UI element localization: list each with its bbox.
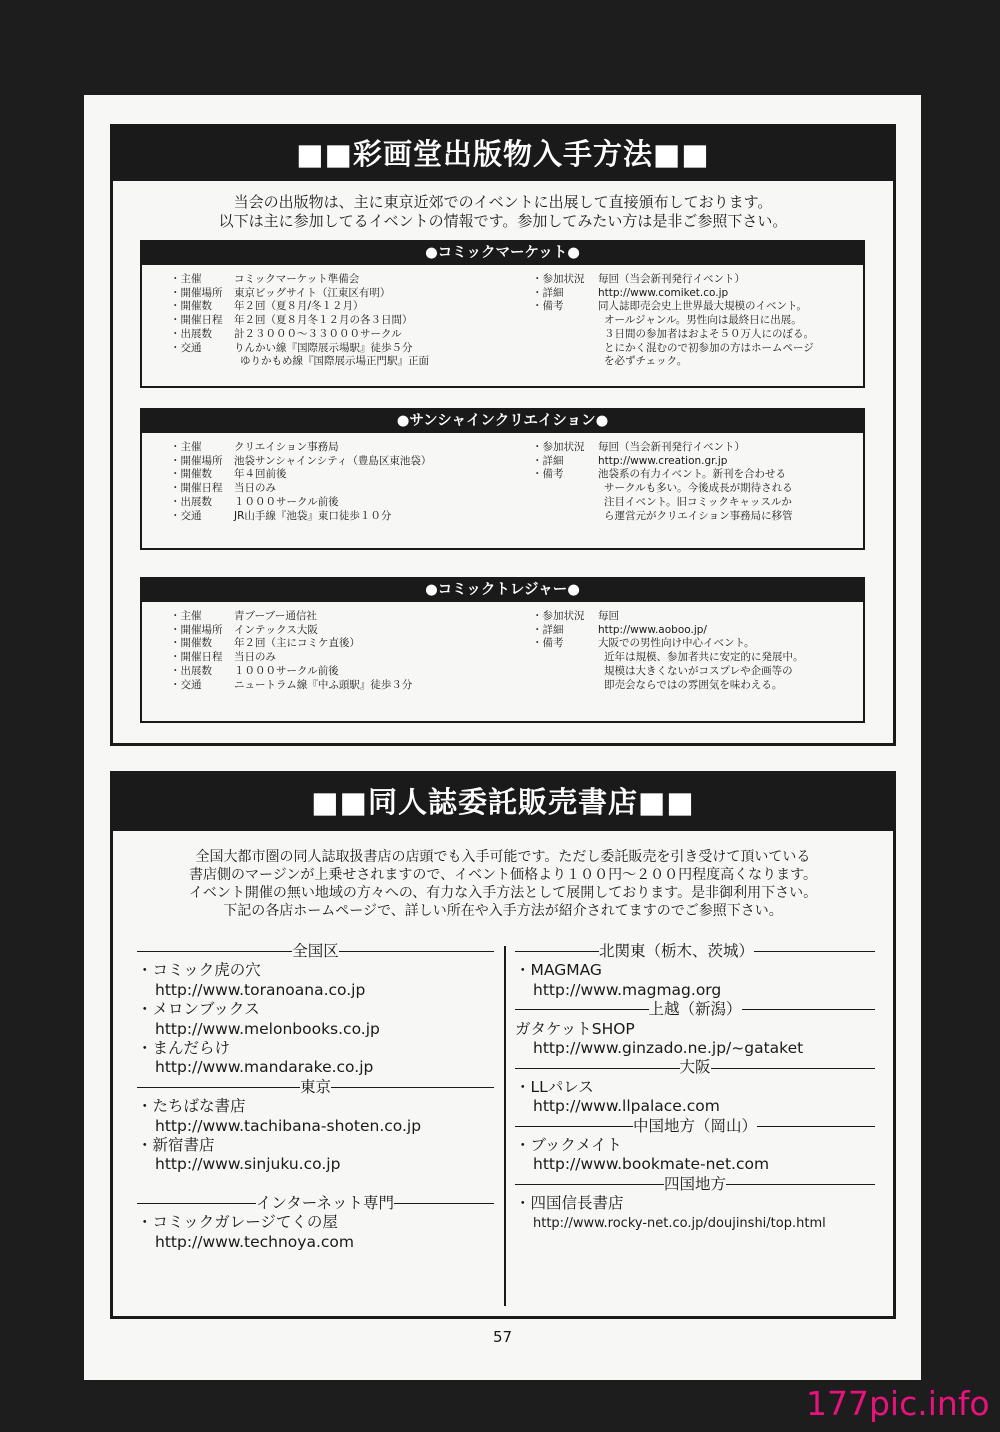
detail-value: サークルも多い。今後成長が期待される bbox=[604, 482, 793, 495]
shop-name: ・コミックガレージてくの屋 bbox=[137, 1213, 338, 1232]
section-publications-intro bbox=[113, 193, 893, 231]
detail-value: インテックス大阪 bbox=[234, 623, 318, 636]
region-header bbox=[137, 942, 494, 961]
region-label: 中国地方（岡山） bbox=[633, 1116, 758, 1135]
detail-row bbox=[170, 273, 429, 287]
detail-row bbox=[532, 651, 804, 665]
detail-row bbox=[170, 287, 429, 301]
detail-value: オールジャンル。男性向は最終日に出展。 bbox=[604, 314, 802, 327]
detail-value: 年２回（主にコミケ直後） bbox=[234, 637, 360, 650]
detail-key: ・開催日程 bbox=[170, 314, 223, 327]
detail-row bbox=[170, 468, 431, 482]
detail-value: 当日のみ bbox=[234, 651, 276, 664]
detail-value: を必ずチェック。 bbox=[604, 355, 688, 368]
section-bookstores-intro bbox=[113, 848, 893, 920]
detail-row bbox=[532, 679, 804, 693]
detail-row bbox=[170, 300, 429, 314]
region-label: 四国地方 bbox=[664, 1174, 727, 1193]
detail-row bbox=[532, 441, 793, 455]
detail-key: ・参加状況 bbox=[532, 273, 585, 285]
detail-value: １０００サークル前後 bbox=[234, 664, 339, 677]
event-details-left bbox=[170, 273, 429, 369]
detail-row bbox=[532, 314, 814, 328]
detail-key: ・備考 bbox=[532, 637, 564, 650]
detail-value: ニュートラム線『中ふ頭駅』徒歩３分 bbox=[234, 678, 413, 691]
event-details-left bbox=[170, 441, 431, 523]
detail-value: 青ブーブー通信社 bbox=[234, 610, 317, 622]
event-title: ●コミックマーケット● bbox=[142, 242, 863, 265]
detail-row bbox=[532, 624, 804, 638]
detail-value: ら運営元がクリエイション事務局に移管 bbox=[604, 509, 793, 522]
detail-key: ・参加状況 bbox=[532, 441, 585, 453]
detail-value: 近年は規模、参加者共に安定的に発展中。 bbox=[604, 651, 804, 664]
region-label: 上越（新潟） bbox=[648, 1000, 742, 1019]
detail-row bbox=[170, 314, 429, 328]
detail-value: ３日間の参加者はおよそ５０万人にのぼる。 bbox=[604, 327, 814, 340]
shop-name: ・まんだらけ bbox=[137, 1039, 231, 1058]
detail-key: ・交通 bbox=[170, 341, 202, 354]
detail-key: ・開催場所 bbox=[170, 286, 223, 299]
intro-line: 書店側のマージンが上乗せされますので、イベント価格より１００円～２００円程度高くなります。 bbox=[189, 867, 817, 883]
detail-value: 注目イベント。旧コミックキャッスルか bbox=[604, 495, 792, 508]
detail-key: ・出展数 bbox=[170, 495, 212, 508]
detail-key bbox=[532, 314, 598, 328]
detail-row bbox=[532, 610, 804, 624]
column-divider bbox=[504, 946, 506, 1306]
section-publications-title: ■■彩画堂出版物入手方法■■ bbox=[113, 127, 893, 181]
region-header bbox=[515, 942, 875, 961]
shop-name: ・コミック虎の穴 bbox=[137, 961, 261, 980]
event-details-right bbox=[532, 273, 814, 369]
detail-row bbox=[170, 482, 431, 496]
detail-row bbox=[170, 496, 431, 510]
detail-value: 年４回前後 bbox=[234, 468, 287, 481]
shop-url-link[interactable]: http://www.toranoana.co.jp bbox=[155, 980, 366, 999]
event-title: ●サンシャインクリエイション● bbox=[142, 410, 863, 433]
intro-line: 以下は主に参加してるイベントの情報です。参加してみたい方は是非ご参照下さい。 bbox=[218, 212, 788, 230]
detail-key: ・開催数 bbox=[170, 637, 212, 650]
event-details-left bbox=[170, 610, 412, 692]
shop-url-link[interactable]: http://www.technoya.com bbox=[155, 1232, 354, 1251]
detail-row bbox=[532, 300, 814, 314]
detail-value: ゆりかもめ線『国際展示場正門駅』正面 bbox=[240, 355, 429, 368]
detail-value: 池袋サンシャインシティ（豊島区東池袋） bbox=[234, 454, 432, 467]
detail-row bbox=[532, 510, 793, 524]
detail-value: りんかい線『国際展示場駅』徒歩５分 bbox=[234, 341, 413, 354]
detail-row bbox=[170, 441, 431, 455]
detail-key bbox=[532, 482, 598, 496]
detail-key: ・交通 bbox=[170, 678, 202, 691]
detail-row bbox=[532, 496, 793, 510]
detail-row bbox=[532, 637, 804, 651]
detail-row bbox=[170, 342, 429, 356]
detail-value: 計２３０００～３３０００サークル bbox=[234, 327, 402, 340]
event-details-right bbox=[532, 441, 793, 523]
detail-value: 年２回（夏８月冬１２月の各３日間） bbox=[234, 314, 413, 327]
region-label: 大阪 bbox=[679, 1058, 711, 1077]
detail-row bbox=[532, 287, 814, 301]
detail-row bbox=[532, 665, 804, 679]
detail-key: ・主催 bbox=[170, 273, 202, 285]
intro-line: 全国大都市圏の同人誌取扱書店の店頭でも入手可能です。ただし委託販売を引き受けて頂いている bbox=[195, 849, 811, 865]
detail-value: 規模は大きくないがコスプレや企画等の bbox=[604, 664, 793, 677]
detail-value: 東京ビッグサイト（江東区有明） bbox=[234, 286, 391, 299]
detail-row bbox=[170, 455, 431, 469]
detail-value: http://www.creation.gr.jp bbox=[598, 454, 728, 467]
event-comic-market bbox=[140, 240, 865, 388]
shop-url-link[interactable]: http://www.rocky-net.co.jp/doujinshi/top.html bbox=[533, 1215, 826, 1231]
detail-row bbox=[532, 342, 814, 356]
detail-key bbox=[532, 342, 598, 356]
detail-key: ・参加状況 bbox=[532, 610, 585, 622]
bookstore-lists bbox=[113, 942, 893, 1312]
detail-value: クリエイション事務局 bbox=[234, 441, 339, 453]
shop-url-link[interactable]: http://www.tachibana-shoten.co.jp bbox=[155, 1116, 422, 1135]
detail-value: 年２回（夏８月/冬１２月） bbox=[234, 300, 364, 313]
bookstores-left-column bbox=[137, 942, 494, 1252]
section-bookstores-box bbox=[110, 771, 896, 1319]
detail-row bbox=[170, 510, 431, 524]
detail-key: ・備考 bbox=[532, 468, 564, 481]
region-label: インターネット専門 bbox=[255, 1193, 394, 1212]
shop-url-link[interactable]: http://www.sinjuku.co.jp bbox=[155, 1155, 341, 1174]
detail-value: 同人誌即売会史上世界最大規模のイベント。 bbox=[598, 300, 808, 313]
detail-value: コミックマーケット準備会 bbox=[234, 273, 360, 285]
shop-url-link[interactable]: http://www.magmag.org bbox=[533, 980, 722, 999]
detail-value: １０００サークル前後 bbox=[234, 495, 339, 508]
shop-url-link[interactable]: http://www.ginzado.ne.jp/~gataket bbox=[533, 1039, 804, 1058]
detail-value: 池袋系の有力イベント。新刊を合わせる bbox=[598, 468, 787, 481]
detail-key bbox=[532, 355, 598, 369]
detail-key: ・交通 bbox=[170, 509, 202, 522]
detail-row bbox=[170, 355, 429, 369]
detail-key: ・出展数 bbox=[170, 664, 212, 677]
shop-url-link[interactable]: http://www.melonbooks.co.jp bbox=[155, 1019, 380, 1038]
event-title: ●コミックトレジャー● bbox=[142, 579, 863, 602]
detail-key bbox=[532, 496, 598, 510]
shop-url-link[interactable]: http://www.llpalace.com bbox=[533, 1097, 720, 1116]
detail-key bbox=[532, 651, 598, 665]
page-sheet bbox=[84, 95, 921, 1380]
detail-key bbox=[532, 328, 598, 342]
detail-key: ・開催場所 bbox=[170, 623, 223, 636]
shop-name: ガタケットSHOP bbox=[515, 1019, 635, 1038]
shop-name: ・メロンブックス bbox=[137, 1000, 260, 1019]
detail-row bbox=[170, 651, 412, 665]
detail-row bbox=[532, 455, 793, 469]
detail-key: ・出展数 bbox=[170, 327, 212, 340]
intro-line: イベント開催の無い地域の方々への、有力な入手方法として展開しております。是非御利用下さい。 bbox=[188, 885, 818, 901]
detail-value: とにかく混むので初参加の方はホームページ bbox=[604, 341, 814, 354]
intro-line: 下記の各店ホームページで、詳しい所在や入手方法が紹介されてますのでご参照下さい。 bbox=[223, 903, 783, 919]
detail-value: http://www.comiket.co.jp bbox=[598, 286, 729, 299]
detail-row bbox=[170, 637, 412, 651]
page-number: 57 bbox=[492, 1328, 513, 1346]
event-sunshine-creation bbox=[140, 408, 865, 550]
detail-value: 当日のみ bbox=[234, 482, 276, 495]
shop-url-link[interactable]: http://www.bookmate-net.com bbox=[533, 1155, 770, 1174]
detail-key: ・主催 bbox=[170, 610, 202, 622]
region-header bbox=[515, 1117, 875, 1136]
detail-key bbox=[532, 510, 598, 524]
detail-value: 即売会ならではの雰囲気を味わえる。 bbox=[604, 678, 783, 691]
region-header bbox=[515, 1058, 875, 1077]
detail-value: 毎回（当会新刊発行イベント） bbox=[598, 273, 745, 285]
detail-key bbox=[532, 679, 598, 693]
detail-value: 毎回（当会新刊発行イベント） bbox=[598, 441, 745, 453]
detail-row bbox=[532, 468, 793, 482]
detail-row bbox=[170, 624, 412, 638]
detail-key: ・詳細 bbox=[532, 286, 564, 299]
detail-key: ・備考 bbox=[532, 300, 564, 313]
detail-key: ・詳細 bbox=[532, 454, 564, 467]
region-label: 全国区 bbox=[292, 942, 339, 960]
intro-line: 当会の出版物は、主に東京近郊でのイベントに出展して直接頒布しております。 bbox=[233, 193, 773, 211]
region-header bbox=[137, 1194, 494, 1213]
shop-name: ・たちばな書店 bbox=[137, 1097, 246, 1116]
detail-key: ・開催日程 bbox=[170, 651, 223, 664]
region-header bbox=[515, 1175, 875, 1194]
detail-value: http://www.aoboo.jp/ bbox=[598, 623, 707, 636]
detail-value: 大阪での男性向け中心イベント。 bbox=[598, 637, 755, 650]
shop-name: ・ブックメイト bbox=[515, 1136, 622, 1155]
region-label: 北関東（栃木、茨城） bbox=[599, 942, 755, 960]
detail-key: ・開催数 bbox=[170, 468, 212, 481]
shop-url-link[interactable]: http://www.mandarake.co.jp bbox=[155, 1058, 374, 1077]
shop-name: ・LLパレス bbox=[515, 1077, 594, 1096]
detail-key: ・開催数 bbox=[170, 300, 212, 313]
shop-name: ・四国信長書店 bbox=[515, 1194, 624, 1213]
site-watermark: 177pic.info bbox=[806, 1384, 990, 1423]
detail-key: ・開催日程 bbox=[170, 482, 223, 495]
detail-row bbox=[532, 328, 814, 342]
detail-row bbox=[532, 482, 793, 496]
region-header bbox=[515, 1000, 875, 1019]
detail-row bbox=[170, 665, 412, 679]
detail-key: ・開催場所 bbox=[170, 454, 223, 467]
event-details-right bbox=[532, 610, 804, 692]
bookstores-right-column bbox=[515, 942, 875, 1233]
detail-value: JR山手線『池袋』東口徒歩１０分 bbox=[234, 509, 392, 522]
detail-key bbox=[170, 355, 234, 369]
shop-name: ・新宿書店 bbox=[137, 1136, 215, 1155]
section-publications-box bbox=[110, 124, 896, 746]
detail-row bbox=[170, 610, 412, 624]
detail-key bbox=[532, 665, 598, 679]
detail-key: ・主催 bbox=[170, 441, 202, 453]
region-label: 東京 bbox=[300, 1077, 332, 1096]
detail-row bbox=[170, 679, 412, 693]
shop-name: ・MAGMAG bbox=[515, 961, 602, 980]
detail-row bbox=[170, 328, 429, 342]
detail-row bbox=[532, 355, 814, 369]
region-header bbox=[137, 1078, 494, 1097]
section-bookstores-title: ■■同人誌委託販売書店■■ bbox=[113, 774, 893, 831]
detail-value: 毎回 bbox=[598, 610, 619, 622]
detail-key: ・詳細 bbox=[532, 623, 564, 636]
detail-row bbox=[532, 273, 814, 287]
event-comic-treasure bbox=[140, 577, 865, 723]
